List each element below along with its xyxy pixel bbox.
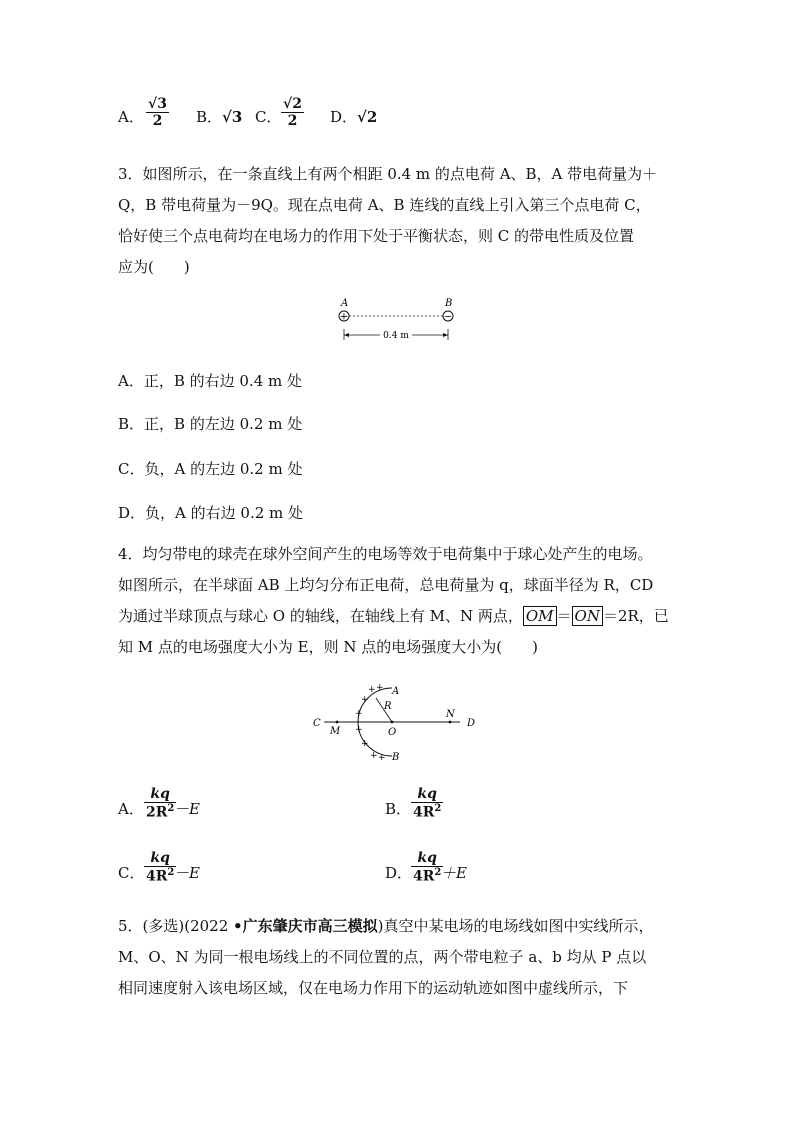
denominator-base: 4R bbox=[413, 868, 435, 885]
option-label: D． bbox=[330, 108, 358, 126]
option-tail: －E bbox=[174, 800, 200, 818]
fraction-numerator: kq bbox=[144, 850, 176, 867]
point-n bbox=[449, 721, 452, 724]
fraction-denominator: 2 bbox=[287, 113, 298, 130]
q3-option-b[interactable]: B．正，B 的左边 0.2 m 处 bbox=[118, 415, 303, 433]
fraction-numerator: kq bbox=[144, 786, 176, 803]
denominator-base: 4R bbox=[146, 868, 168, 885]
denominator-base: 2R bbox=[146, 804, 168, 821]
fraction-denominator bbox=[411, 867, 443, 885]
dimension-arrow-right bbox=[443, 333, 448, 337]
fraction-denominator bbox=[144, 867, 176, 885]
q4-stem-text: 为通过半球顶点与球心 O 的轴线，在轴线上有 M、N 两点， bbox=[118, 607, 523, 625]
q2-option-c-fraction bbox=[281, 96, 304, 129]
segment-on: $\overline{ON}$ bbox=[572, 606, 603, 626]
option-label: B． bbox=[385, 800, 412, 818]
charge-plus-2: + bbox=[376, 683, 384, 693]
denominator-base: 4R bbox=[413, 804, 435, 821]
q2-option-c[interactable] bbox=[255, 106, 281, 127]
denominator-exponent: 2 bbox=[434, 803, 442, 815]
point-m bbox=[336, 721, 339, 724]
fraction-numerator: kq bbox=[411, 850, 443, 867]
q3-option-c[interactable]: C．负，A 的左边 0.2 m 处 bbox=[118, 460, 303, 478]
q2-option-b[interactable] bbox=[196, 106, 242, 127]
denominator-exponent: 2 bbox=[434, 867, 442, 879]
option-label: A． bbox=[118, 800, 144, 818]
q4-stem-line: 4．均匀带电的球壳在球外空间产生的电场等效于电荷集中于球心处产生的电场。 bbox=[118, 545, 653, 563]
option-label: C． bbox=[118, 864, 145, 882]
option-tail: －E bbox=[174, 864, 200, 882]
hemisphere-label-a: A bbox=[392, 686, 400, 697]
q4-option-a-fraction bbox=[144, 786, 176, 821]
charge-plus-4: + bbox=[355, 709, 363, 719]
q4-option-c-fraction bbox=[144, 850, 176, 885]
q3-stem-line: Q，B 带电荷量为－9Q。现在点电荷 A、B 连线的直线上引入第三个点电荷 C， bbox=[118, 196, 651, 214]
option-tail: ＋E bbox=[441, 864, 467, 882]
charge-plus-8: + bbox=[378, 753, 386, 763]
fraction-denominator bbox=[144, 803, 176, 821]
charge-b-sign: − bbox=[443, 311, 453, 323]
charge-b-label: B bbox=[445, 298, 453, 309]
charge-plus-3: + bbox=[361, 695, 369, 705]
q4-stem-line bbox=[118, 602, 678, 633]
dimension-arrow-left bbox=[344, 333, 349, 337]
q3-option-d[interactable]: D．负，A 的右边 0.2 m 处 bbox=[118, 504, 304, 522]
q5-source: •广东肇庆市高三模拟 bbox=[233, 917, 378, 935]
q3-stem-line: 应为( ) bbox=[118, 258, 190, 276]
fraction-denominator bbox=[411, 803, 443, 821]
charge-plus-7: + bbox=[370, 751, 378, 761]
fraction-numerator: √3 bbox=[148, 96, 167, 112]
q4-option-d-fraction bbox=[411, 850, 443, 885]
hemisphere-label-b: B bbox=[392, 752, 400, 763]
dimension-label: 0.4 m bbox=[383, 331, 409, 341]
axis-label-c: C bbox=[313, 718, 321, 729]
denominator-exponent: 2 bbox=[167, 867, 175, 879]
option-label: C． bbox=[255, 108, 282, 126]
charge-plus-1: + bbox=[368, 685, 376, 695]
point-n-label: N bbox=[446, 709, 455, 720]
q4-hemisphere-figure bbox=[310, 682, 485, 764]
q4-stem-text: ＝2R，已 bbox=[602, 607, 669, 625]
charge-plus-5: + bbox=[355, 725, 363, 735]
q4-stem-line: 如图所示，在半球面 AB 上均匀分布正电荷，总电荷量为 q，球面半径为 R，CD bbox=[118, 576, 654, 594]
denominator-exponent: 2 bbox=[167, 803, 175, 815]
q5-stem-text: )真空中某电场的电场线如图中实线所示， bbox=[377, 917, 654, 935]
q5-stem-text: 5．(多选)(2022 bbox=[118, 917, 234, 935]
q3-option-a[interactable]: A．正，B 的右边 0.4 m 处 bbox=[118, 372, 303, 390]
q2-option-d[interactable] bbox=[330, 106, 377, 127]
charge-a-label: A bbox=[341, 298, 349, 309]
segment-om: $\overline{OM}$ bbox=[523, 606, 557, 626]
radius-label: R bbox=[384, 701, 392, 712]
q2-option-a[interactable] bbox=[118, 106, 144, 127]
option-value: √2 bbox=[357, 108, 378, 126]
point-m-label: M bbox=[330, 726, 341, 737]
q3-stem-line: 3．如图所示，在一条直线上有两个相距 0.4 m 的点电荷 A、B，A 带电荷量为＋ bbox=[118, 165, 658, 183]
charge-plus-6: + bbox=[361, 739, 369, 749]
q2-option-a-fraction bbox=[146, 96, 169, 129]
q5-stem bbox=[118, 912, 678, 1005]
q5-stem-line bbox=[118, 912, 678, 943]
q5-stem-line: M、O、N 为同一根电场线上的不同位置的点，两个带电粒子 a、b 均从 P 点以 bbox=[118, 948, 647, 966]
option-label: A． bbox=[118, 108, 144, 126]
q5-stem-line: 相同速度射入该电场区域，仅在电场力作用下的运动轨迹如图中虚线所示，下 bbox=[118, 979, 629, 997]
fraction-numerator: √2 bbox=[283, 96, 302, 112]
fraction-denominator: 2 bbox=[152, 113, 163, 130]
fraction-numerator: kq bbox=[411, 786, 443, 803]
q3-charge-figure bbox=[330, 296, 460, 346]
point-o-label: O bbox=[388, 727, 397, 738]
charge-a-sign: + bbox=[339, 311, 349, 323]
q4-stem-line: 知 M 点的电场强度大小为 E，则 N 点的电场强度大小为( ) bbox=[118, 638, 538, 656]
q4-option-b-fraction bbox=[411, 786, 443, 821]
option-label: B． bbox=[196, 108, 223, 126]
q3-stem-line: 恰好使三个点电荷均在电场力的作用下处于平衡状态，则 C 的带电性质及位置 bbox=[118, 227, 635, 245]
axis-label-d: D bbox=[467, 718, 476, 729]
option-label: D． bbox=[385, 864, 413, 882]
q3-stem bbox=[118, 160, 678, 284]
q4-stem bbox=[118, 540, 678, 664]
equals-sign: ＝ bbox=[556, 607, 572, 625]
option-value: √3 bbox=[222, 108, 243, 126]
